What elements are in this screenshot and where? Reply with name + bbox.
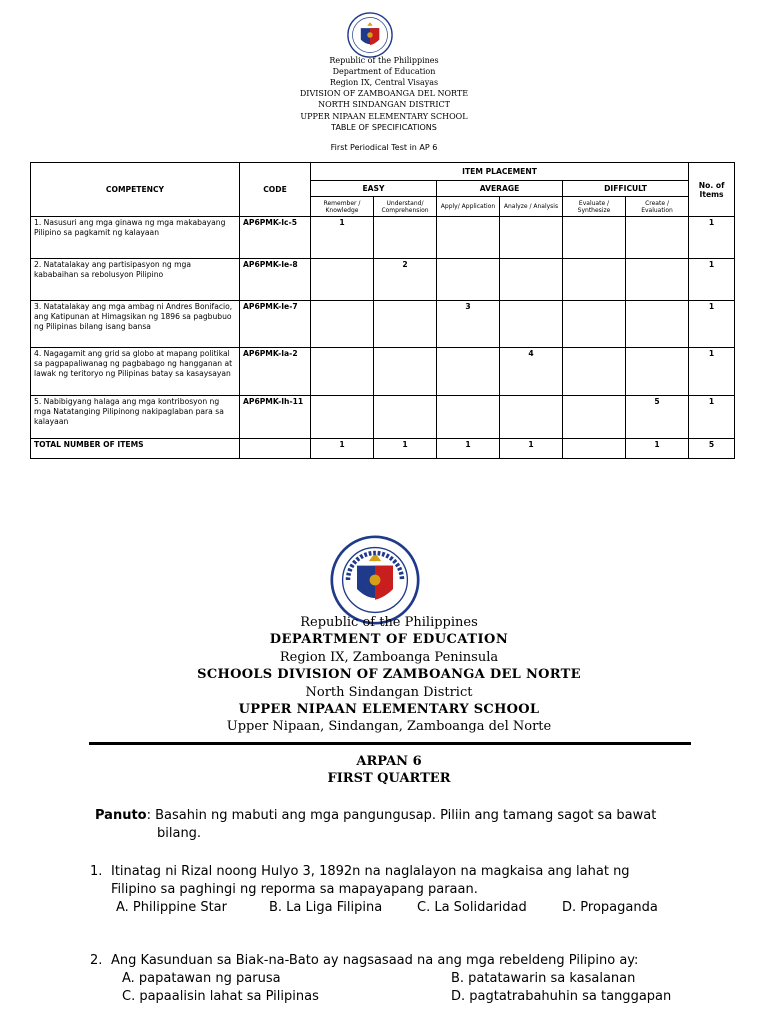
code-cell [240,439,311,459]
header-region: Region IX, Central Visayas [329,78,439,87]
items-total-cell: 1 [689,259,735,301]
header-division-2: SCHOOLS DIVISION OF ZAMBOANGA DEL NORTE [197,667,581,682]
table-row [31,396,735,439]
code-cell: AP6PMK-Ih-11 [240,396,311,439]
header-department-2: DEPARTMENT OF EDUCATION [269,632,509,647]
competency-cell: 2. Natatalakay ang partisipasyon ng mga kababaihan sa rebolusyon Pilipino [31,259,240,301]
placement-cell [374,217,437,259]
placement-cell: 1 [311,217,374,259]
group-difficult-header: DIFFICULT [563,181,689,197]
col-competency-header: COMPETENCY [31,163,240,217]
placement-cell [437,348,500,396]
choice-d[interactable]: D. Propaganda [562,900,658,915]
placement-cell [311,259,374,301]
competency-cell: 1. Nasusuri ang mga ginawa ng mga makabayang Pilipino sa pagkamit ng kalayaan [31,217,240,259]
placement-cell: 3 [437,301,500,348]
header-divider [89,742,691,745]
placement-cell [626,259,689,301]
total-label-cell: TOTAL NUMBER OF ITEMS [31,439,240,459]
placement-cell [311,396,374,439]
exam-subject: ARPAN 6 [356,754,422,769]
header-department: Department of Education [332,67,436,76]
placement-cell [374,396,437,439]
placement-cell [437,259,500,301]
group-easy-header: EASY [311,181,437,197]
instructions: Panuto: Basahin ng mabuti ang mga pangungusap. Piliin ang tamang sagot sa bawat [95,808,657,823]
placement-cell [563,396,626,439]
question-number: 2. [90,953,103,968]
header-school: UPPER NIPAAN ELEMENTARY SCHOOL [300,112,468,121]
question-text: Ang Kasunduan sa Biak-na-Bato ay nagsasaad na ang mga rebeldeng Pilipino ay: [111,953,639,968]
level-header: Create / Evaluation [626,197,689,217]
choice-d[interactable]: D. pagtatrabahuhin sa tanggapan [451,989,672,1004]
col-no-items-header: No. of Items [689,163,735,217]
placement-cell: 2 [374,259,437,301]
header-school-2: UPPER NIPAAN ELEMENTARY SCHOOL [238,702,540,717]
level-header: Apply/ Application [437,197,500,217]
header-region-2: Region IX, Zamboanga Peninsula [279,650,499,665]
header-tos-title: TABLE OF SPECIFICATIONS [331,123,437,132]
level-header: Remember / Knowledge [311,197,374,217]
instructions-label: Panuto [95,808,147,823]
placement-cell [563,301,626,348]
code-cell: AP6PMK-Ie-8 [240,259,311,301]
header-address: Upper Nipaan, Sindangan, Zamboanga del Norte [226,719,552,734]
group-average-header: AVERAGE [437,181,563,197]
exam-quarter: FIRST QUARTER [327,771,451,786]
level-header: Analyze / Analysis [500,197,563,217]
placement-cell [500,301,563,348]
placement-cell [500,396,563,439]
table-row [31,301,735,348]
items-total-cell: 1 [689,348,735,396]
table-row [31,348,735,396]
table-row [31,259,735,301]
total-placement-cell [563,439,626,459]
grand-total-cell: 5 [689,439,735,459]
choice-a[interactable]: A. papatawan ng parusa [122,971,281,986]
items-total-cell: 1 [689,217,735,259]
choice-a[interactable]: A. Philippine Star [116,900,227,915]
placement-cell [563,348,626,396]
header-republic-2: Republic of the Philippines [300,615,478,630]
items-total-cell: 1 [689,396,735,439]
header-district: NORTH SINDANGAN DISTRICT [318,100,450,109]
code-cell: AP6PMK-Ie-7 [240,301,311,348]
placement-cell [437,217,500,259]
placement-cell [437,396,500,439]
placement-cell [626,217,689,259]
total-placement-cell: 1 [437,439,500,459]
total-placement-cell: 1 [626,439,689,459]
placement-cell: 5 [626,396,689,439]
placement-cell: 4 [500,348,563,396]
choice-b[interactable]: B. La Liga Filipina [269,900,383,915]
total-placement-cell: 1 [374,439,437,459]
deped-seal-small [347,12,393,58]
choice-c[interactable]: C. La Solidaridad [417,900,527,915]
placement-cell [500,217,563,259]
competency-cell: 5. Nabibigyang halaga ang mga kontribosyon ng mga Natatanging Pilipinong nakipaglaban para sa kalayaan [31,396,240,439]
question-text: Itinatag ni Rizal noong Hulyo 3, 1892n na naglalayon na magkaisa ang lahat ng [111,864,630,879]
code-cell: AP6PMK-Ia-2 [240,348,311,396]
header-division: DIVISION OF ZAMBOANGA DEL NORTE [299,89,469,98]
level-header: Evaluate / Synthesize [563,197,626,217]
question-number: 1. [90,864,103,879]
header-republic: Republic of the Philippines [329,56,439,65]
code-cell: AP6PMK-Ic-5 [240,217,311,259]
placement-cell [500,259,563,301]
total-placement-cell: 1 [311,439,374,459]
col-code-header: CODE [240,163,311,217]
question-text-cont: Filipino sa paghingi ng reporma sa mapayapang paraan. [111,882,478,897]
competency-cell: 3. Natatalakay ang mga ambag ni Andres Bonifacio, ang Katipunan at Himagsikan ng 1896 sa pagbubuo ng Pilipinas bilang isang bansa [31,301,240,348]
placement-cell [311,301,374,348]
placement-cell [374,301,437,348]
instructions-text: Basahin ng mabuti ang mga pangungusap. Piliin ang tamang sagot sa bawat [155,808,657,823]
competency-cell: 4. Nagagamit ang grid sa globo at mapang politikal sa pagpapaliwanag ng pagbabago ng hangganan at lawak ng teritoryo ng Pilipinas batay sa kasaysayan [31,348,240,396]
choice-b[interactable]: B. patatawarin sa kasalanan [451,971,636,986]
instructions-text-cont: bilang. [157,826,202,841]
choice-c[interactable]: C. papaalisin lahat sa Pilipinas [122,989,319,1004]
placement-cell [374,348,437,396]
placement-cell [563,217,626,259]
table-row [31,217,735,259]
total-placement-cell: 1 [500,439,563,459]
level-header: Understand/ Comprehension [374,197,437,217]
placement-cell [626,348,689,396]
test-title: First Periodical Test in AP 6 [330,143,438,152]
items-total-cell: 1 [689,301,735,348]
deped-seal-large [330,535,420,625]
placement-cell [563,259,626,301]
table-of-specifications [30,162,735,459]
placement-cell [626,301,689,348]
header-district-2: North Sindangan District [305,685,473,700]
total-row [31,439,735,459]
col-item-placement-header: ITEM PLACEMENT [311,163,689,181]
placement-cell [311,348,374,396]
